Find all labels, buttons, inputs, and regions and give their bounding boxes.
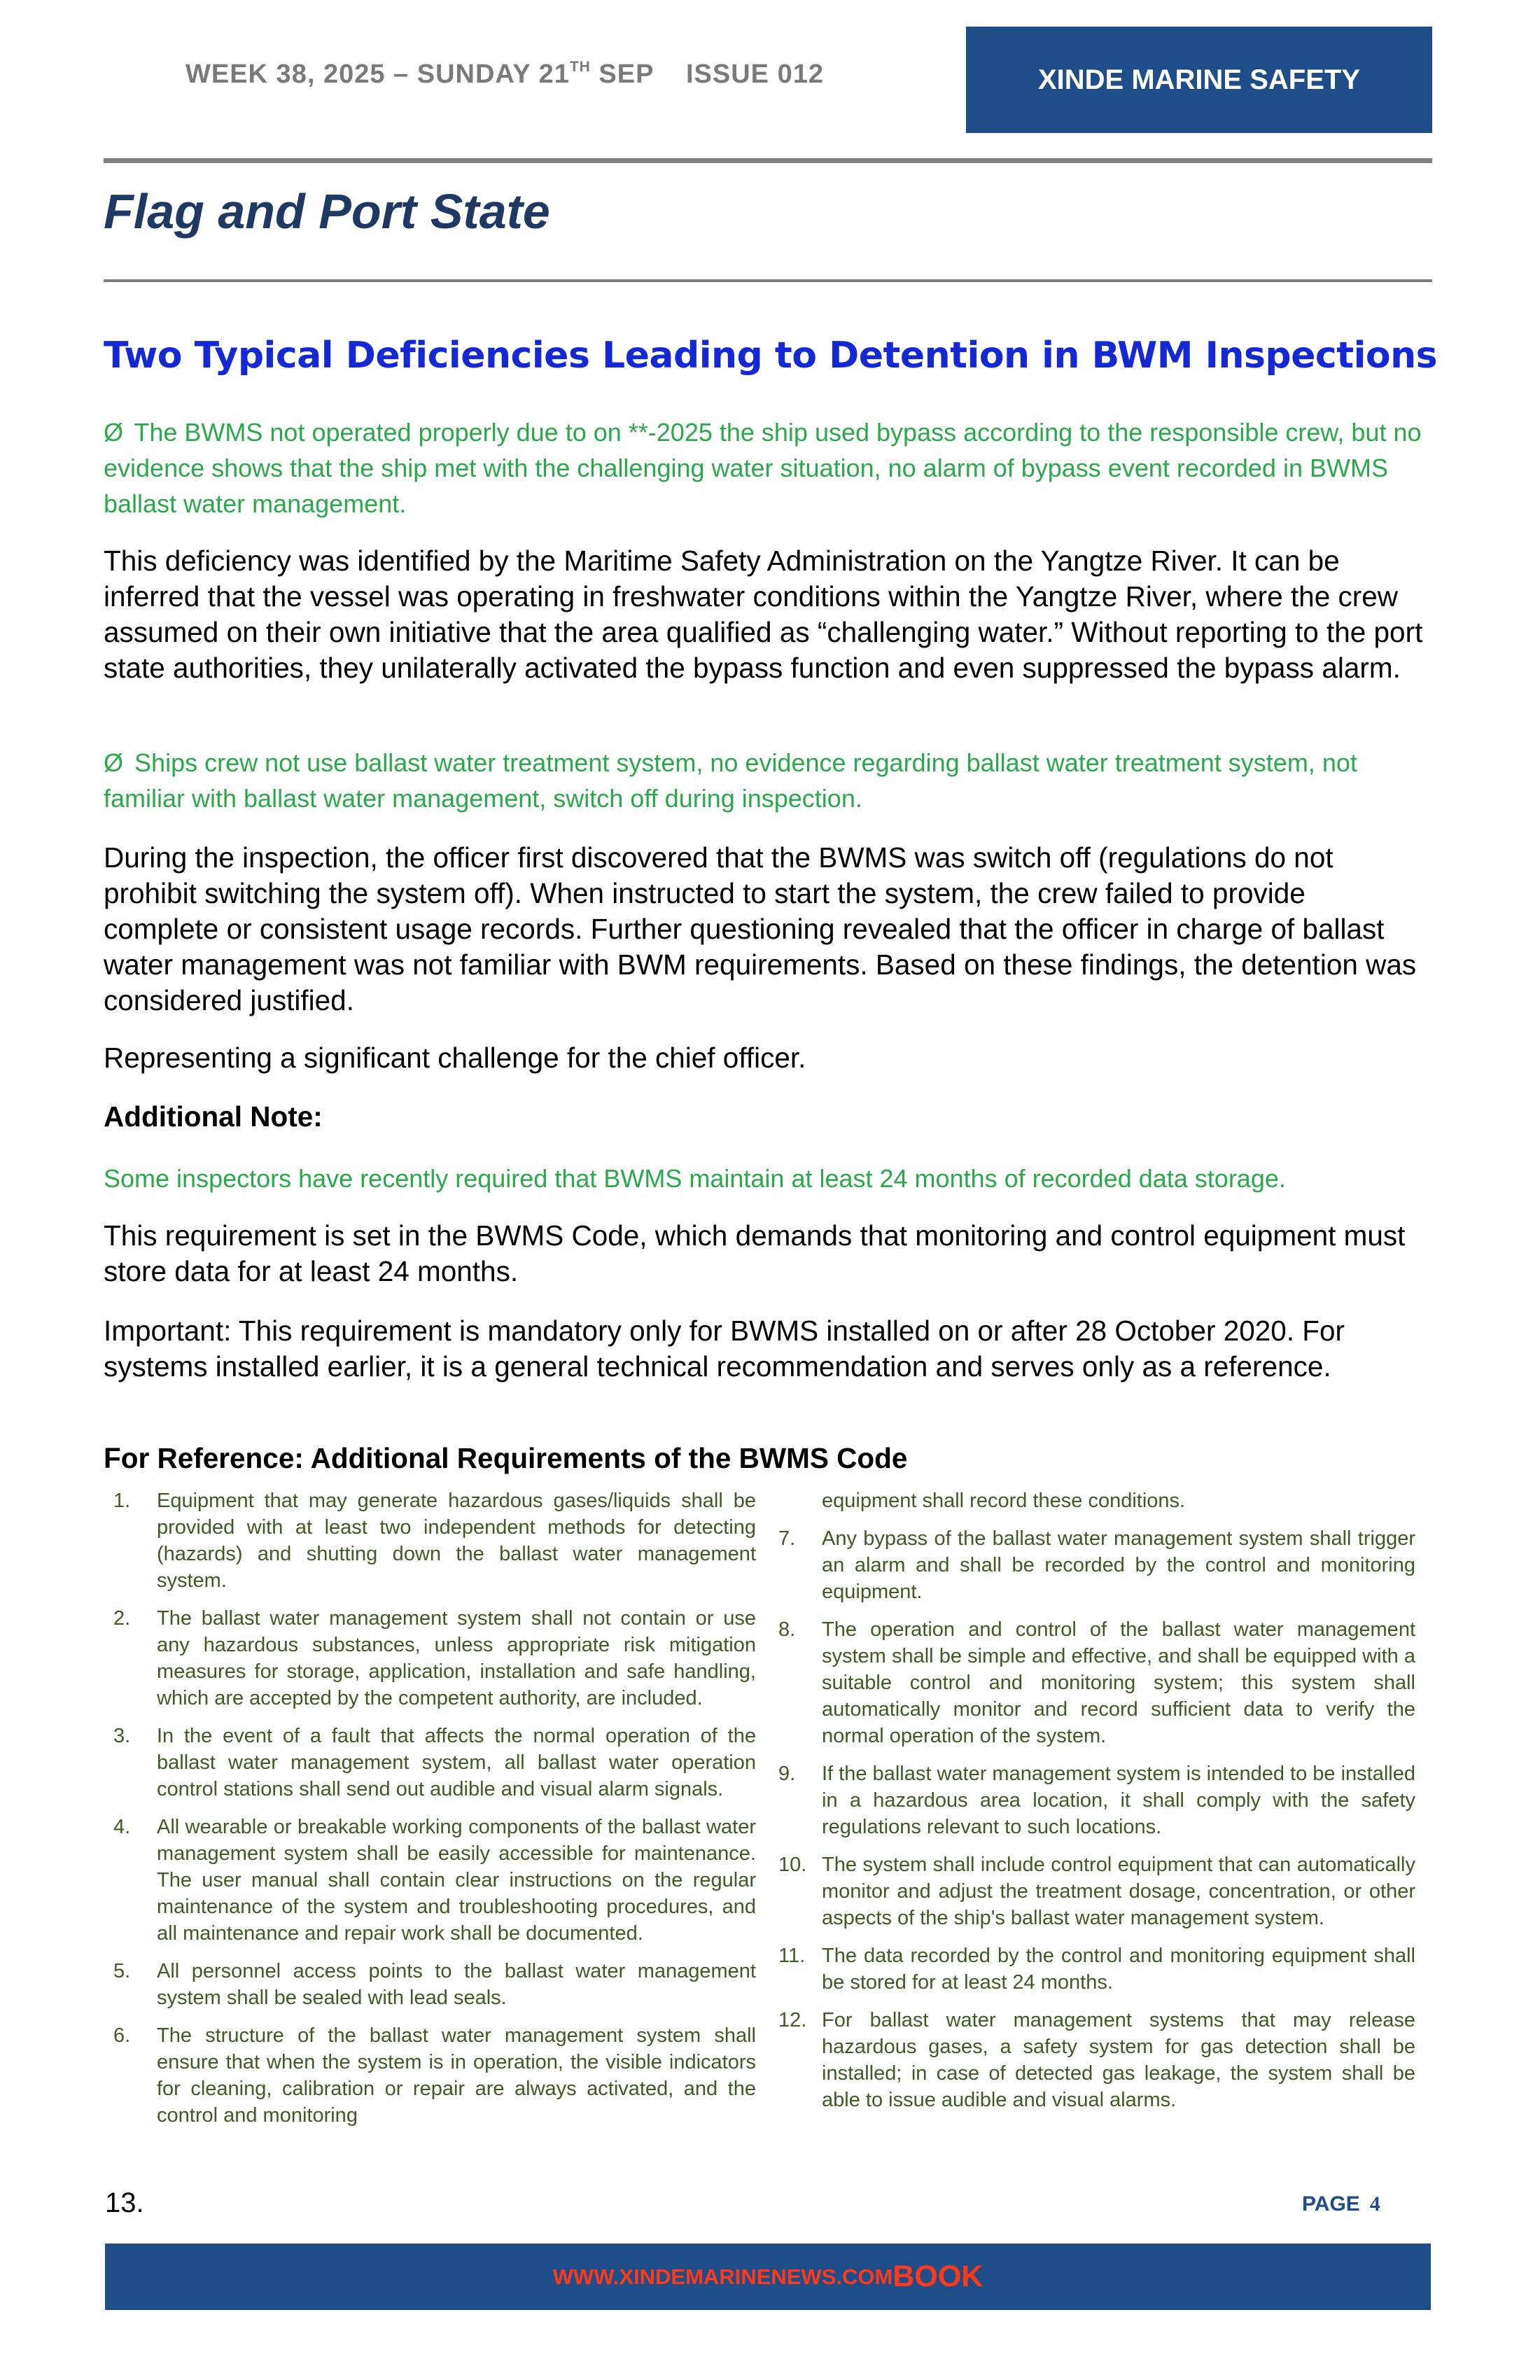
list-item — [770, 2007, 1415, 2113]
list-item — [105, 1814, 756, 1947]
list-item — [105, 1723, 756, 1802]
requirements-column-left — [105, 1488, 756, 2140]
list-text: For ballast water management systems that may release hazardous gases, a safety system for gas detection shall be installed; in case of detected gas leakage, the system shall be able to issue audible and visual alarms. — [822, 2009, 1415, 2111]
list-item — [105, 1958, 756, 2011]
list-number: 6. — [113, 2024, 131, 2047]
paragraph-5: Important: This requirement is mandatory only for BWMS installed on or after 28 October 2020. For systems installed earlier, it is a general technical recommendation and serves only as a reference. — [104, 1315, 1345, 1382]
reference-heading: For Reference: Additional Requirements of the BWMS Code — [104, 1442, 908, 1474]
arrow-bullet-icon: Ø — [104, 418, 124, 447]
paragraph-2: During the inspection, the officer first discovered that the BWMS was switch off (regulations do not prohibit switching the system off). When instructed to start the system, the crew failed to provide complete or consistent usage records. Further questioning revealed that the officer in charge of ballast water management was not familiar with BWM requirements. Based on these findings, the detention was considered justified. — [104, 841, 1417, 1016]
brand-banner — [966, 27, 1432, 133]
list-item — [770, 1616, 1415, 1749]
footer-bar — [105, 2244, 1431, 2310]
list-number: 12. — [778, 2009, 807, 2031]
list-number: 3. — [113, 1725, 131, 1747]
list-number: 5. — [113, 1960, 131, 1982]
list-item — [770, 1760, 1415, 1840]
deficiency-2-text: Ships crew not use ballast water treatment system, no evidence regarding ballast water treatment system, not familiar with ballast water management, switch off during inspection. — [104, 748, 1357, 813]
list-text: The data recorded by the control and monitoring equipment shall be stored for at least 24 months. — [822, 1945, 1415, 1994]
list-text: Equipment that may generate hazardous gases/liquids shall be provided with at least two independent methods for detecting (hazards) and shutting down the ballast water management system. — [157, 1490, 756, 1592]
list-item — [105, 1488, 756, 1594]
list-number: 9. — [778, 1763, 796, 1785]
requirements-column-right — [770, 1488, 1415, 2124]
article-title: Two Typical Deficiencies Leading to Detention in BWM Inspections — [104, 335, 1438, 377]
list-number: 10. — [778, 1854, 807, 1876]
list-number: 11. — [778, 1945, 806, 1967]
list-item — [770, 1851, 1415, 1931]
list-number: 1. — [113, 1490, 131, 1512]
page-indicator — [1302, 2192, 1380, 2216]
deficiency-1-text: The BWMS not operated properly due to on **-2025 the ship used bypass according to the responsible crew, but no evidence shows that the ship met with the challenging water situation, no alarm of bypass event recorded in BWMS ballast water management. — [104, 418, 1422, 518]
list-number: 8. — [778, 1618, 796, 1641]
page-number: 4 — [1369, 2192, 1380, 2216]
issue-date-suffix: SEP ISSUE 012 — [590, 59, 824, 89]
issue-date-prefix: WEEK 38, 2025 – SUNDAY 21 — [186, 59, 570, 89]
list-item — [105, 2022, 756, 2129]
deficiency-2 — [104, 745, 1427, 816]
paragraph-4: This requirement is set in the BWMS Code, which demands that monitoring and control equipment must store data for at least 24 months. — [104, 1219, 1406, 1287]
list-item — [105, 1605, 756, 1712]
additional-note-green: Some inspectors have recently required that BWMS maintain at least 24 months of recorded data storage. — [104, 1164, 1286, 1193]
list-text: In the event of a fault that affects the normal operation of the ballast water management system, all ballast water operation control stations shall send out audible and visual alarm signals. — [157, 1725, 756, 1800]
section-divider — [104, 279, 1432, 282]
list-text: Any bypass of the ballast water management system shall trigger an alarm and shall be recorded by the control and monitoring equipment. — [822, 1527, 1415, 1603]
issue-date-line — [186, 59, 824, 90]
paragraph-1: This deficiency was identified by the Maritime Safety Administration on the Yangtze River. It can be inferred that the vessel was operating in freshwater conditions within the Yangtze River, where the crew assumed on their own initiative that the area qualified as “challenging water.” Without reporting to the port state authorities, they unilaterally activated the bypass function and even suppressed the bypass alarm. — [104, 545, 1423, 684]
brand-name: XINDE MARINE SAFETY — [1037, 64, 1361, 95]
deficiency-1 — [104, 414, 1427, 522]
list-number: 7. — [778, 1527, 796, 1550]
top-divider — [104, 158, 1432, 163]
list-text: All personnel access points to the ballast water management system shall be sealed with lead seals. — [157, 1960, 756, 2009]
list-text: The structure of the ballast water management system shall ensure that when the system is in operation, the visible indicators for cleaning, calibration or repair are always activated, and the control and monitoring — [157, 2024, 756, 2127]
list-text: The operation and control of the ballast water management system shall be simple and effective, and shall be equipped with a suitable control and monitoring system; this system shall automatically monitor and record sufficient data to verify the normal operation of the system. — [822, 1618, 1415, 1747]
list-item — [770, 1525, 1415, 1605]
list-text: All wearable or breakable working components of the ballast water management system shall be easily accessible for maintenance. The user manual shall contain clear instructions on the regular maintenance of the system and troubleshooting procedures, and all maintenance and repair work shall be documented. — [157, 1816, 756, 1945]
list-item — [770, 1942, 1415, 1996]
list-text: The system shall include control equipment that can automatically monitor and adjust the treatment dosage, concentration, or other aspects of the ship's ballast water management system. — [822, 1854, 1415, 1929]
list-number: 4. — [113, 1816, 131, 1838]
list-text: If the ballast water management system is intended to be installed in a hazardous area location, it shall comply with the safety regulations relevant to such locations. — [822, 1763, 1415, 1838]
footer-book-label: BOOK — [892, 2260, 983, 2293]
paragraph-3: Representing a significant challenge for the chief officer. — [104, 1042, 806, 1074]
arrow-bullet-icon: Ø — [104, 748, 124, 777]
list-item-continuation: equipment shall record these conditions. — [822, 1490, 1186, 1512]
list-number: 2. — [113, 1607, 131, 1630]
page-label: PAGE — [1302, 2192, 1360, 2216]
additional-note-heading: Additional Note: — [104, 1100, 323, 1133]
section-title: Flag and Port State — [104, 184, 550, 239]
issue-date-superscript: TH — [569, 59, 591, 75]
footer-website-link[interactable]: WWW.XINDEMARINENEWS.COM — [552, 2264, 893, 2289]
list-text: The ballast water management system shall not contain or use any hazardous substances, unless appropriate risk mitigation measures for storage, application, installation and safe handling, which are accepted by the competent authority, are included. — [157, 1607, 756, 1709]
list-number-13: 13. — [105, 2188, 144, 2218]
